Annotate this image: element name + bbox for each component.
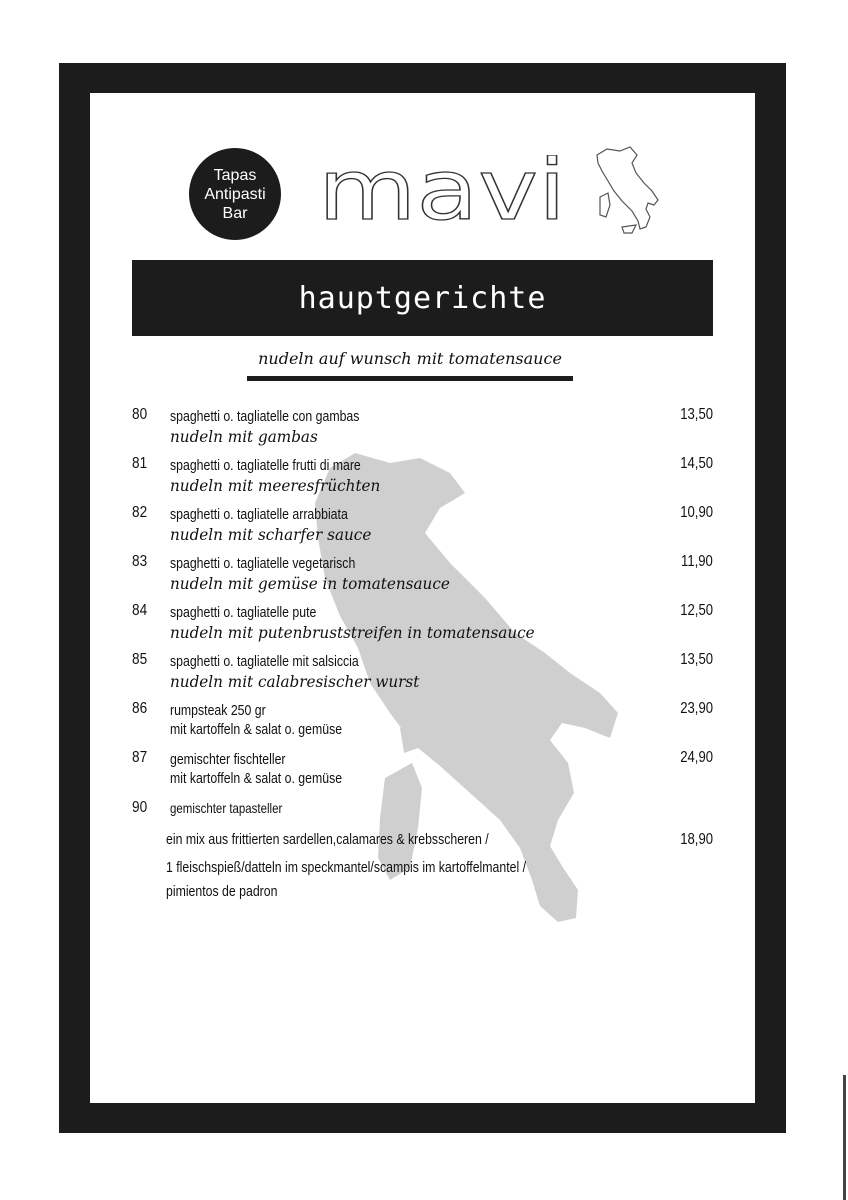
item-description: nudeln mit gemüse in tomatensauce <box>170 574 450 593</box>
item-description: nudeln mit scharfer sauce <box>170 525 372 544</box>
item-number: 80 <box>132 406 148 423</box>
item-price: 24,90 <box>680 749 713 766</box>
section-subtitle: nudeln auf wunsch mit tomatensauce <box>258 349 562 368</box>
item-price: 18,90 <box>680 831 713 848</box>
item-description-line-3: pimientos de padron <box>166 883 278 900</box>
item-price: 10,90 <box>680 504 713 521</box>
item-side-dish: mit kartoffeln & salat o. gemüse <box>170 721 343 738</box>
section-title-text: hauptgerichte <box>298 280 547 316</box>
item-description-line-1: ein mix aus frittierten sardellen,calamares & krebsscheren / <box>166 831 489 848</box>
item-number: 90 <box>132 799 148 816</box>
section-title <box>132 260 713 336</box>
item-name: spaghetti o. tagliatelle con gambas <box>170 408 360 425</box>
item-description: nudeln mit meeresfrüchten <box>170 476 381 495</box>
item-name: spaghetti o. tagliatelle mit salsiccia <box>170 653 359 670</box>
menu-page <box>90 93 755 1103</box>
item-name: gemischter fischteller <box>170 751 286 768</box>
item-number: 85 <box>132 651 148 668</box>
item-name: rumpsteak 250 gr <box>170 702 266 719</box>
logo-text: mavi <box>318 155 566 230</box>
item-number: 82 <box>132 504 148 521</box>
item-number: 87 <box>132 749 148 766</box>
item-number: 84 <box>132 602 148 619</box>
item-price: 12,50 <box>680 602 713 619</box>
item-description: nudeln mit putenbruststreifen in tomatensauce <box>170 623 535 642</box>
item-description: nudeln mit calabresischer wurst <box>170 672 420 691</box>
item-side-dish: mit kartoffeln & salat o. gemüse <box>170 770 343 787</box>
italy-outline-icon <box>592 145 662 240</box>
badge-line-1: Tapas <box>213 166 257 184</box>
item-description-line-2: 1 fleischspieß/datteln im speckmantel/scampis im kartoffelmantel / <box>166 859 527 876</box>
item-name: spaghetti o. tagliatelle pute <box>170 604 317 621</box>
item-number: 81 <box>132 455 148 472</box>
item-description: nudeln mit gambas <box>170 427 318 446</box>
item-price: 14,50 <box>680 455 713 472</box>
item-name: gemischter tapasteller <box>170 800 283 816</box>
item-number: 83 <box>132 553 148 570</box>
item-name: spaghetti o. tagliatelle vegetarisch <box>170 555 356 572</box>
item-number: 86 <box>132 700 148 717</box>
tapas-badge <box>189 148 281 240</box>
subtitle-underline <box>247 376 573 381</box>
item-price: 13,50 <box>680 651 713 668</box>
badge-line-3: Bar <box>222 204 248 222</box>
page-edge-mark <box>843 1075 846 1200</box>
mavi-logo <box>318 155 568 230</box>
item-name: spaghetti o. tagliatelle arrabbiata <box>170 506 348 523</box>
item-price: 11,90 <box>681 553 713 570</box>
item-price: 13,50 <box>680 406 713 423</box>
item-name: spaghetti o. tagliatelle frutti di mare <box>170 457 361 474</box>
item-price: 23,90 <box>680 700 713 717</box>
badge-line-2: Antipasti <box>204 185 266 203</box>
